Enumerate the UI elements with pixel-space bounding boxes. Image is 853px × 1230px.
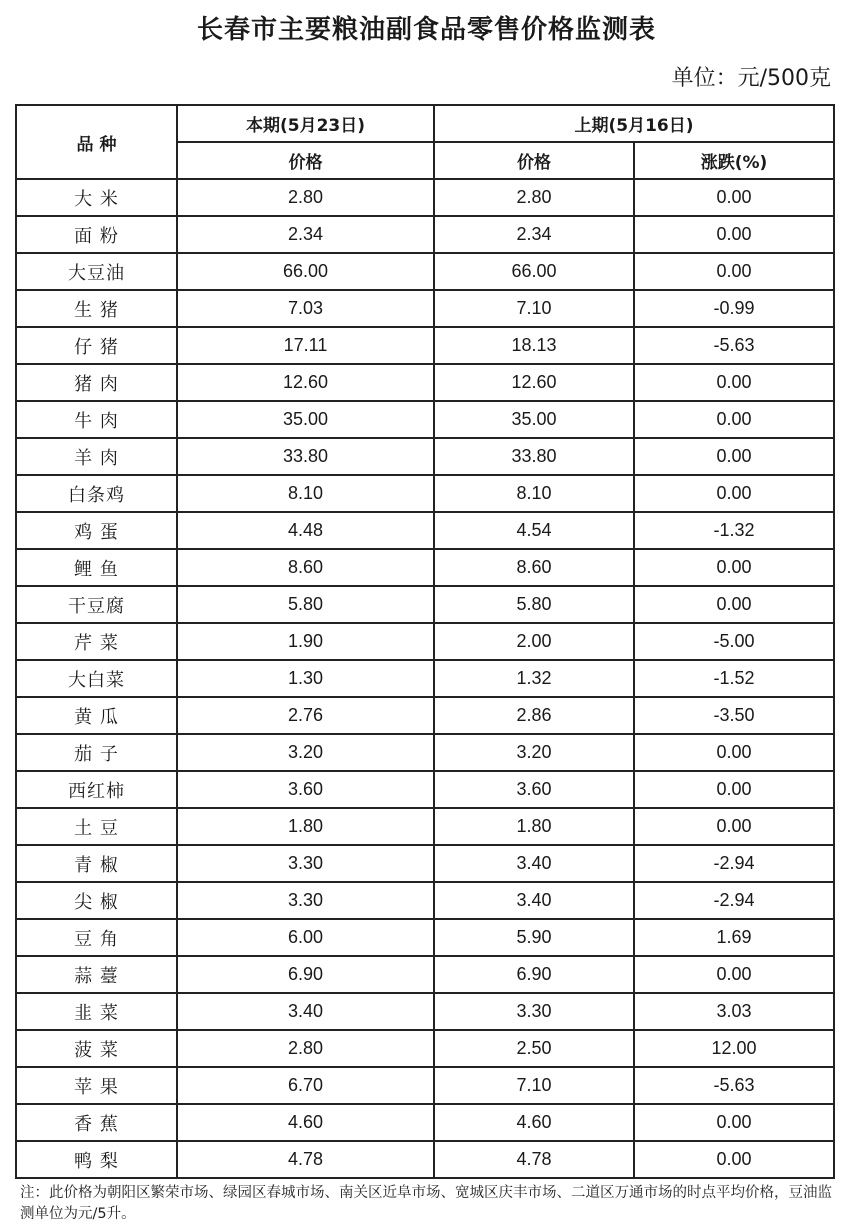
table-row: [16, 1067, 834, 1104]
cell-change-percent: -5.63: [634, 327, 834, 364]
cell-change-percent: 0.00: [634, 549, 834, 586]
cell-change-percent: -5.00: [634, 623, 834, 660]
cell-variety-name: 鲤 鱼: [16, 549, 177, 586]
cell-current-price: 1.30: [177, 660, 434, 697]
cell-change-percent: 0.00: [634, 586, 834, 623]
table-row: [16, 623, 834, 660]
table-row: [16, 586, 834, 623]
table-row: [16, 216, 834, 253]
cell-variety-name: 蒜 薹: [16, 956, 177, 993]
cell-current-price: 3.20: [177, 734, 434, 771]
cell-previous-price: 8.10: [434, 475, 634, 512]
cell-variety-name: 干豆腐: [16, 586, 177, 623]
cell-current-price: 4.78: [177, 1141, 434, 1178]
cell-previous-price: 33.80: [434, 438, 634, 475]
cell-change-percent: 0.00: [634, 808, 834, 845]
cell-change-percent: 0.00: [634, 438, 834, 475]
table-row: [16, 808, 834, 845]
cell-variety-name: 豆 角: [16, 919, 177, 956]
cell-previous-price: 66.00: [434, 253, 634, 290]
cell-previous-price: 2.80: [434, 179, 634, 216]
table-row: [16, 660, 834, 697]
cell-previous-price: 7.10: [434, 290, 634, 327]
cell-change-percent: 0.00: [634, 179, 834, 216]
table-row: [16, 327, 834, 364]
cell-variety-name: 面 粉: [16, 216, 177, 253]
cell-current-price: 35.00: [177, 401, 434, 438]
cell-current-price: 6.00: [177, 919, 434, 956]
cell-change-percent: 0.00: [634, 253, 834, 290]
cell-current-price: 2.34: [177, 216, 434, 253]
cell-change-percent: 0.00: [634, 475, 834, 512]
cell-change-percent: 0.00: [634, 216, 834, 253]
table-row: [16, 290, 834, 327]
cell-previous-price: 4.60: [434, 1104, 634, 1141]
table-row: [16, 882, 834, 919]
cell-current-price: 17.11: [177, 327, 434, 364]
table-header: [16, 105, 834, 179]
cell-variety-name: 猪 肉: [16, 364, 177, 401]
cell-change-percent: 0.00: [634, 734, 834, 771]
table-row: [16, 919, 834, 956]
table-row: [16, 956, 834, 993]
cell-change-percent: 0.00: [634, 364, 834, 401]
cell-current-price: 6.90: [177, 956, 434, 993]
cell-variety-name: 羊 肉: [16, 438, 177, 475]
cell-variety-name: 白条鸡: [16, 475, 177, 512]
table-row: [16, 734, 834, 771]
page-title: 长春市主要粮油副食品零售价格监测表: [196, 15, 656, 45]
table-row: [16, 1030, 834, 1067]
cell-previous-price: 8.60: [434, 549, 634, 586]
cell-change-percent: -2.94: [634, 845, 834, 882]
table-row: [16, 771, 834, 808]
price-table: [15, 104, 835, 1179]
cell-variety-name: 菠 菜: [16, 1030, 177, 1067]
table-row: [16, 697, 834, 734]
header-change: 涨跌(%): [634, 142, 834, 179]
cell-previous-price: 2.50: [434, 1030, 634, 1067]
header-previous-price: 价格: [434, 142, 634, 179]
cell-previous-price: 2.34: [434, 216, 634, 253]
cell-previous-price: 5.80: [434, 586, 634, 623]
table-row: [16, 401, 834, 438]
cell-previous-price: 12.60: [434, 364, 634, 401]
unit-label: 单位：元/500克: [671, 66, 831, 91]
cell-previous-price: 5.90: [434, 919, 634, 956]
table-row: [16, 364, 834, 401]
cell-variety-name: 茄 子: [16, 734, 177, 771]
cell-current-price: 1.80: [177, 808, 434, 845]
cell-variety-name: 鸭 梨: [16, 1141, 177, 1178]
cell-current-price: 2.76: [177, 697, 434, 734]
cell-previous-price: 35.00: [434, 401, 634, 438]
table-row: [16, 512, 834, 549]
table-row: [16, 1141, 834, 1178]
cell-previous-price: 6.90: [434, 956, 634, 993]
cell-current-price: 2.80: [177, 179, 434, 216]
cell-current-price: 7.03: [177, 290, 434, 327]
cell-change-percent: -2.94: [634, 882, 834, 919]
cell-change-percent: -1.52: [634, 660, 834, 697]
table-row: [16, 179, 834, 216]
cell-current-price: 4.48: [177, 512, 434, 549]
cell-previous-price: 3.30: [434, 993, 634, 1030]
cell-change-percent: 0.00: [634, 401, 834, 438]
table-row: [16, 475, 834, 512]
cell-previous-price: 1.80: [434, 808, 634, 845]
cell-current-price: 1.90: [177, 623, 434, 660]
cell-change-percent: 12.00: [634, 1030, 834, 1067]
cell-current-price: 3.30: [177, 845, 434, 882]
cell-change-percent: -3.50: [634, 697, 834, 734]
cell-previous-price: 3.40: [434, 882, 634, 919]
cell-variety-name: 尖 椒: [16, 882, 177, 919]
cell-current-price: 6.70: [177, 1067, 434, 1104]
cell-change-percent: 0.00: [634, 1104, 834, 1141]
cell-variety-name: 黄 瓜: [16, 697, 177, 734]
table-row: [16, 549, 834, 586]
header-current-period: 本期(5月23日): [177, 105, 434, 142]
footnote: 注：此价格为朝阳区繁荣市场、绿园区春城市场、南关区近阜市场、宽城区庆丰市场、二道区万通市场的时点平均价格，豆油监测单位为元/5升。: [20, 1185, 832, 1222]
header-row-top: [16, 105, 834, 142]
cell-previous-price: 7.10: [434, 1067, 634, 1104]
table-row: [16, 1104, 834, 1141]
cell-previous-price: 18.13: [434, 327, 634, 364]
cell-variety-name: 大 米: [16, 179, 177, 216]
cell-previous-price: 1.32: [434, 660, 634, 697]
header-variety: 品 种: [16, 105, 177, 179]
cell-previous-price: 4.54: [434, 512, 634, 549]
cell-variety-name: 土 豆: [16, 808, 177, 845]
cell-change-percent: -0.99: [634, 290, 834, 327]
cell-change-percent: -5.63: [634, 1067, 834, 1104]
cell-previous-price: 2.86: [434, 697, 634, 734]
cell-change-percent: 3.03: [634, 993, 834, 1030]
cell-previous-price: 2.00: [434, 623, 634, 660]
cell-variety-name: 芹 菜: [16, 623, 177, 660]
header-previous-period: 上期(5月16日): [434, 105, 834, 142]
cell-change-percent: 0.00: [634, 956, 834, 993]
cell-change-percent: 0.00: [634, 1141, 834, 1178]
table-body: [16, 179, 834, 1178]
cell-current-price: 66.00: [177, 253, 434, 290]
cell-variety-name: 青 椒: [16, 845, 177, 882]
cell-current-price: 2.80: [177, 1030, 434, 1067]
cell-variety-name: 韭 菜: [16, 993, 177, 1030]
cell-variety-name: 苹 果: [16, 1067, 177, 1104]
cell-change-percent: 1.69: [634, 919, 834, 956]
cell-current-price: 33.80: [177, 438, 434, 475]
cell-previous-price: 4.78: [434, 1141, 634, 1178]
table-row: [16, 993, 834, 1030]
table-row: [16, 253, 834, 290]
cell-current-price: 3.30: [177, 882, 434, 919]
cell-previous-price: 3.20: [434, 734, 634, 771]
cell-variety-name: 生 猪: [16, 290, 177, 327]
cell-variety-name: 大白菜: [16, 660, 177, 697]
cell-current-price: 8.60: [177, 549, 434, 586]
cell-variety-name: 西红柿: [16, 771, 177, 808]
cell-current-price: 3.40: [177, 993, 434, 1030]
cell-variety-name: 香 蕉: [16, 1104, 177, 1141]
header-current-price: 价格: [177, 142, 434, 179]
cell-previous-price: 3.40: [434, 845, 634, 882]
cell-previous-price: 3.60: [434, 771, 634, 808]
cell-variety-name: 大豆油: [16, 253, 177, 290]
cell-current-price: 4.60: [177, 1104, 434, 1141]
cell-variety-name: 牛 肉: [16, 401, 177, 438]
table-row: [16, 845, 834, 882]
cell-variety-name: 仔 猪: [16, 327, 177, 364]
cell-change-percent: 0.00: [634, 771, 834, 808]
cell-current-price: 12.60: [177, 364, 434, 401]
table-row: [16, 438, 834, 475]
cell-current-price: 5.80: [177, 586, 434, 623]
cell-current-price: 8.10: [177, 475, 434, 512]
cell-current-price: 3.60: [177, 771, 434, 808]
cell-variety-name: 鸡 蛋: [16, 512, 177, 549]
cell-change-percent: -1.32: [634, 512, 834, 549]
